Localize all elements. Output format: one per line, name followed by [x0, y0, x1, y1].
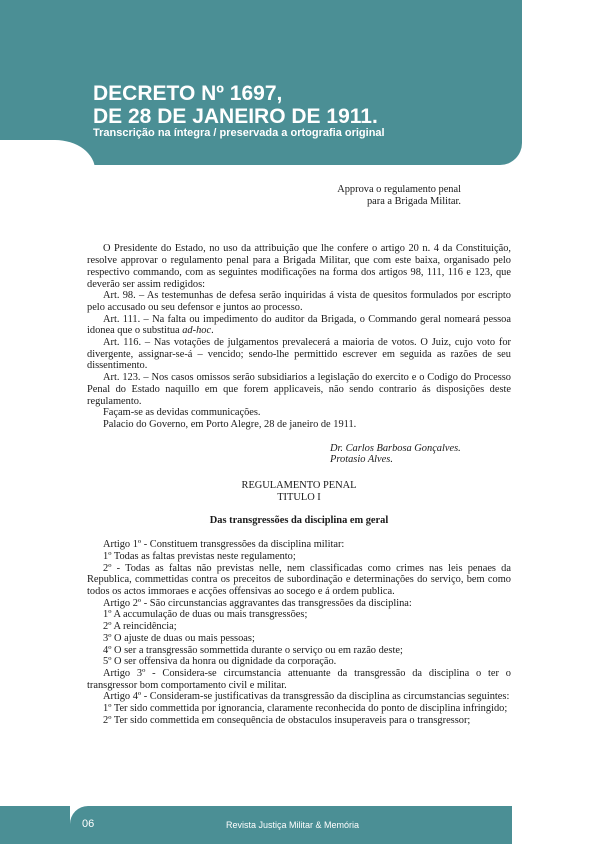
- regulamento-paragraph: 1º Ter sido commettida por ignorancia, claramente reconhecida do ponto de disciplina infringido;: [103, 703, 508, 715]
- title-line-1: DECRETO Nº 1697,: [93, 82, 283, 105]
- regulamento-paragraph: Artigo 2º - São circunstancias aggravantes das transgressões da disciplina:: [103, 597, 412, 609]
- regulamento-paragraph: Artigo 4º - Consideram-se justificativas da transgressão da disciplina as circumstancias seguintes:: [103, 691, 510, 703]
- decree-paragraph: O Presidente do Estado, no uso da attribuição que lhe confere o artigo 20 n. 4 da Constituição, resolve approvar o regulamento penal para a Brigada Militar, que com este baixa, organisado pelo respectivo commando, com as seguintes modificações na forma dos artigos 98, 111, 116 e 123, que deverão ser assim redigidos:: [87, 243, 511, 290]
- section-heading: Das transgressões da disciplina em geral: [209, 515, 389, 527]
- regulamento-paragraph: Artigo 1º - Constituem transgressões da disciplina militar:: [103, 539, 345, 551]
- decree-paragraph: Façam-se as devidas communicações.: [103, 407, 261, 419]
- page-subtitle: Transcrição na íntegra / preservada a ortografia original: [93, 127, 385, 139]
- decree-paragraph: Art. 98. – As testemunhas de defesa serão inquiridas á vista de quesitos formulados por escripto pelo accusado ou seu defensor e juntos ao processo.: [87, 290, 511, 313]
- approva-line-1: Approva o regulamento penal: [337, 184, 461, 195]
- regulamento-paragraph: 1º A accumulação de duas ou mais transgressões;: [103, 609, 308, 621]
- regulamento-paragraph: Artigo 3º - Considera-se circumstancia attenuante da transgressão da disciplina o ter o transgressor bom comportamento civil e militar.: [87, 667, 511, 691]
- decree-paragraph-art111: [87, 314, 511, 337]
- regulamento-paragraph: 5º O ser offensiva da honra ou dignidade da corporação.: [103, 656, 337, 668]
- art111-text: Art. 111. – Na falta ou impedimento do auditor da Brigada, o Commando geral nomeará pessoa idonea que o substitua: [87, 313, 511, 337]
- approva-note: [87, 184, 511, 207]
- art111-italic: ad-hoc: [182, 325, 212, 337]
- signature-line: Dr. Carlos Barbosa Gonçalves.: [330, 442, 461, 454]
- regulamento-paragraph: 3º O ajuste de duas ou mais pessoas;: [103, 632, 255, 644]
- regulamento-paragraph: 2º A reincidência;: [103, 621, 177, 633]
- titulo-heading: TITULO I: [277, 491, 321, 503]
- decree-paragraph: Art. 116. – Nas votações de julgamentos prevalecerá a maioria de votos. O Juiz, cujo voto for divergente, assignar-se-á – vencido; sendo-lhe permittido escrever em seguida as razões de seu dissentimento.: [87, 337, 511, 372]
- signature-line: Protasio Alves.: [330, 454, 393, 466]
- approva-line-2: para a Brigada Militar.: [366, 195, 461, 207]
- decree-paragraph: Palacio do Governo, em Porto Alegre, 28 de janeiro de 1911.: [103, 418, 357, 430]
- page-title: [93, 82, 378, 128]
- regulamento-paragraph: 1º Todas as faltas previstas neste regulamento;: [103, 550, 296, 562]
- title-line-2: DE 28 DE JANEIRO DE 1911.: [93, 105, 378, 128]
- decree-paragraph: Art. 123. – Nos casos omissos serão subsidiarios a legislação do exercito e o Codigo do Processo Penal do Estado naquillo em que forem applicaveis, não sendo contrario ás disposições deste regulamento.: [87, 372, 511, 407]
- footer-bar-left: [0, 806, 70, 844]
- regulamento-heading: REGULAMENTO PENAL: [241, 480, 357, 492]
- regulamento-paragraph: 4º O ser a transgressão sommettida durante o serviço ou em razão deste;: [103, 644, 403, 656]
- art111-end: .: [211, 325, 214, 337]
- journal-name: Revista Justiça Militar & Memória: [226, 820, 360, 830]
- regulamento-paragraph: 2º Ter sido commettida em consequência de obstaculos insuperaveis para o transgressor;: [103, 714, 471, 726]
- page-number: 06: [82, 818, 95, 830]
- regulamento-paragraph: 2º - Todas as faltas não previstas nelle, nem classificadas como crimes nas leis penaes da Republica, commettidas contra os preceitos de subordinação e determinações do serviço, bem como todos os actos immoraes e acções offensivas ao socego e á ordem publica.: [87, 562, 511, 597]
- document-body: [87, 184, 511, 726]
